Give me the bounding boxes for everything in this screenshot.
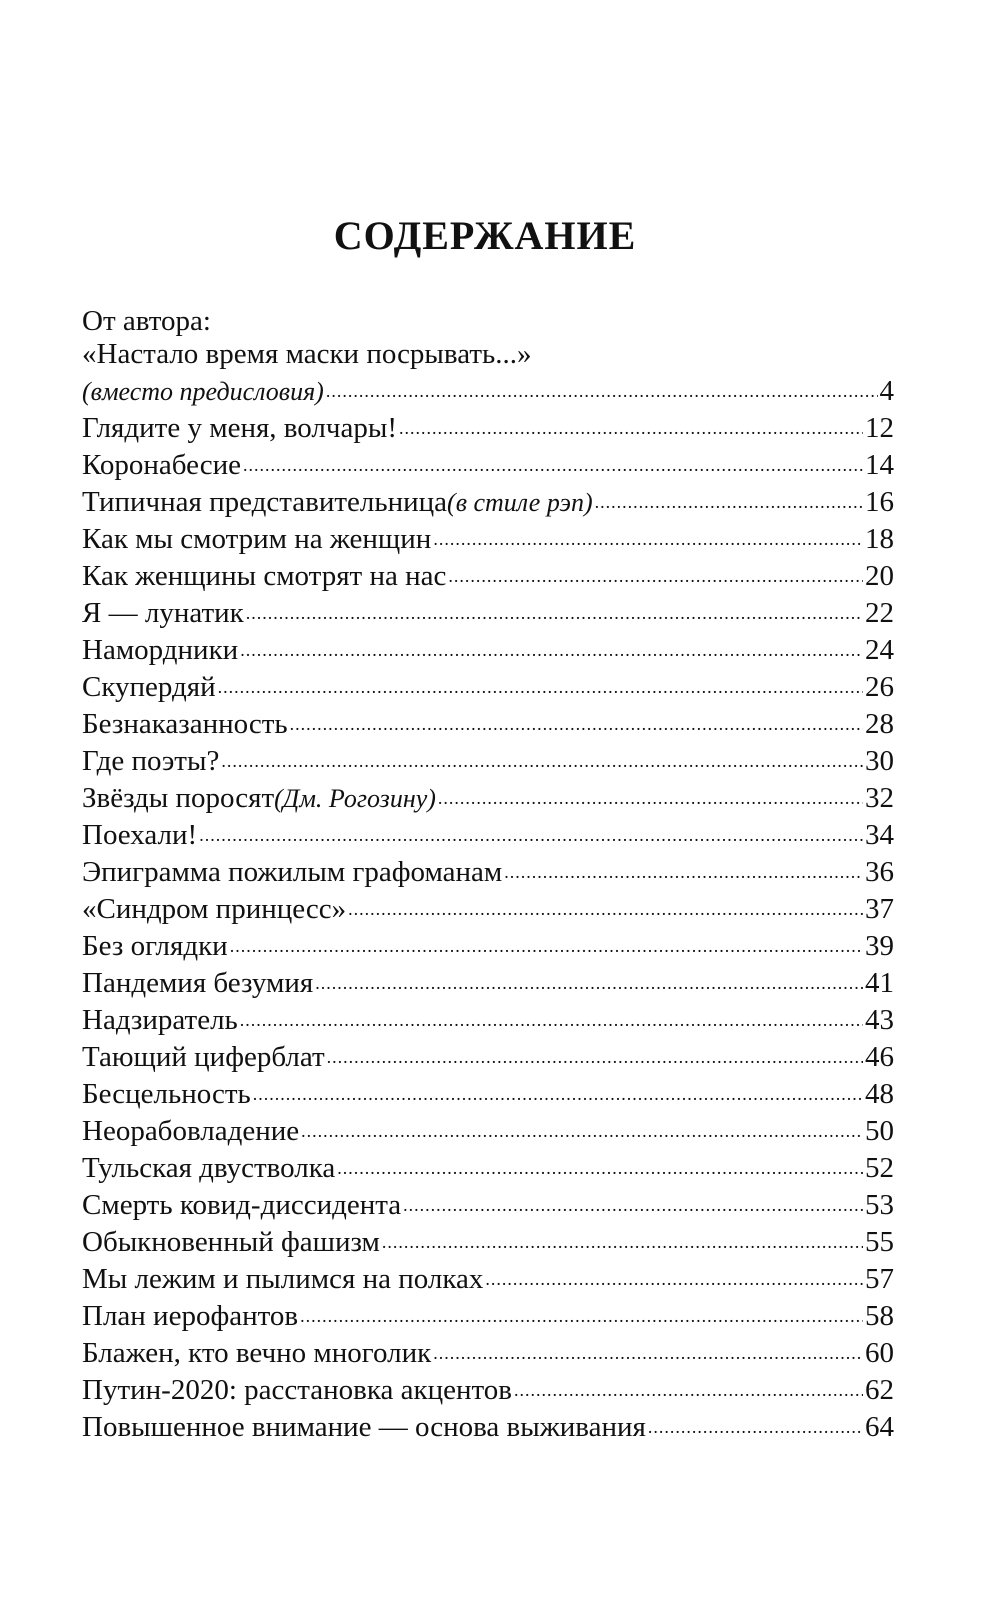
page-title: СОДЕРЖАНИЕ <box>333 213 637 258</box>
toc-entry-title: Путин-2020: расстановка акцентов <box>82 1374 512 1406</box>
toc-entry-page: 64 <box>865 1411 894 1443</box>
toc-entry-page: 55 <box>865 1226 894 1258</box>
toc-entry-title: Пандемия безумия <box>82 967 314 999</box>
toc-entry <box>82 1187 894 1224</box>
toc-entry-page: 43 <box>865 1004 894 1036</box>
toc-entry-title: Бесцельность <box>82 1078 251 1110</box>
toc-entry-title: Я — лунатик <box>82 597 244 629</box>
toc-entry-note: (Дм. Рогозину) <box>274 784 436 813</box>
toc-entry-page: 22 <box>865 597 894 629</box>
toc-entry-title: Где поэты? <box>82 745 220 777</box>
dot-leader <box>448 558 863 595</box>
toc-entry <box>82 706 894 743</box>
toc-entry-title: Поехали! <box>82 819 198 851</box>
toc-entry-page: 34 <box>865 819 894 851</box>
dot-leader <box>595 484 863 521</box>
toc-entry-page: 24 <box>865 634 894 666</box>
toc-entry-title: План иерофантов <box>82 1300 299 1332</box>
toc-entry <box>82 373 894 410</box>
toc-entry-title: Тающий циферблат <box>82 1041 325 1073</box>
toc-entry-title: Тульская двустволка <box>82 1152 336 1184</box>
dot-leader <box>246 595 863 632</box>
toc-entry-title: Намордники <box>82 634 239 666</box>
toc-entry-page: 58 <box>865 1300 894 1332</box>
toc-entry-page: 14 <box>865 449 894 481</box>
toc-entry-page: 48 <box>865 1078 894 1110</box>
toc-entry <box>82 891 894 928</box>
toc-entry-title: Безнаказанность <box>82 708 288 740</box>
toc-entry-title: Неорабовладение <box>82 1115 300 1147</box>
dot-leader <box>253 1076 863 1113</box>
toc-intro-title: «Настало время маски посрывать...» <box>82 338 532 370</box>
toc-entry-title: Звёзды поросят <box>82 782 275 814</box>
toc-entry-title: Обыкновенный фашизм <box>82 1226 380 1258</box>
toc-entry-page: 32 <box>865 782 894 814</box>
toc-entry-page: 39 <box>865 930 894 962</box>
table-of-contents <box>82 306 894 1446</box>
dot-leader <box>514 1372 863 1409</box>
toc-entry-title: Коронабесие <box>82 449 242 481</box>
toc-entry <box>82 447 894 484</box>
toc-entry-page: 41 <box>865 967 894 999</box>
toc-intro-label: От автора: <box>82 305 211 337</box>
toc-intro-line-2 <box>82 336 894 373</box>
toc-entry-page: 57 <box>865 1263 894 1295</box>
toc-entry-title: Повышенное внимание — основа выживания <box>82 1411 646 1443</box>
dot-leader <box>290 706 863 743</box>
dot-leader <box>399 410 863 447</box>
dot-leader <box>337 1150 863 1187</box>
toc-entry-page: 26 <box>865 671 894 703</box>
dot-leader <box>433 521 863 558</box>
toc-entry <box>82 1298 894 1335</box>
toc-entry <box>82 743 894 780</box>
toc-entry <box>82 632 894 669</box>
toc-entry <box>82 1076 894 1113</box>
toc-entry-page: 50 <box>865 1115 894 1147</box>
dot-leader <box>221 743 863 780</box>
toc-entry <box>82 1150 894 1187</box>
dot-leader <box>485 1261 863 1298</box>
dot-leader <box>348 891 863 928</box>
toc-entry <box>82 1002 894 1039</box>
toc-entry-note: (в стиле рэп) <box>447 488 593 517</box>
toc-entry-title: Эпиграмма пожилым графоманам <box>82 856 503 888</box>
toc-entry-title: «Синдром принцесс» <box>82 893 347 925</box>
toc-entry <box>82 484 894 521</box>
toc-entry <box>82 558 894 595</box>
dot-leader <box>403 1187 863 1224</box>
dot-leader <box>301 1113 863 1150</box>
dot-leader <box>327 1039 863 1076</box>
dot-leader <box>218 669 863 706</box>
toc-entry-page: 12 <box>865 412 894 444</box>
dot-leader <box>243 447 863 484</box>
toc-entry <box>82 928 894 965</box>
toc-entry-page: 62 <box>865 1374 894 1406</box>
toc-entry-title: Без оглядки <box>82 930 228 962</box>
dot-leader <box>240 632 863 669</box>
toc-intro-line-1 <box>82 306 894 336</box>
toc-entry-page: 53 <box>865 1189 894 1221</box>
toc-entry-title: Скупердяй <box>82 671 216 703</box>
toc-entry-title: Надзиратель <box>82 1004 238 1036</box>
toc-entry-page: 4 <box>879 375 894 407</box>
toc-entry <box>82 595 894 632</box>
dot-leader <box>504 854 863 891</box>
toc-entry <box>82 1039 894 1076</box>
dot-leader <box>382 1224 863 1261</box>
dot-leader <box>240 1002 863 1039</box>
toc-entry <box>82 1335 894 1372</box>
dot-leader <box>326 373 878 410</box>
toc-entry <box>82 1261 894 1298</box>
dot-leader <box>438 780 863 817</box>
toc-entry-page: 46 <box>865 1041 894 1073</box>
toc-entry-title: Смерть ковид-диссидента <box>82 1189 402 1221</box>
toc-entry-title: Блажен, кто вечно многолик <box>82 1337 432 1369</box>
toc-entry <box>82 854 894 891</box>
toc-entry-note: (вместо предисловия) <box>82 377 324 406</box>
toc-entry-title: Глядите у меня, волчары! <box>82 412 397 444</box>
dot-leader <box>230 928 863 965</box>
toc-entry <box>82 1224 894 1261</box>
toc-entry <box>82 780 894 817</box>
toc-entry <box>82 1372 894 1409</box>
toc-entry <box>82 669 894 706</box>
toc-entry <box>82 1113 894 1150</box>
toc-entry-page: 20 <box>865 560 894 592</box>
toc-entry-title: Как мы смотрим на женщин <box>82 523 432 555</box>
toc-entry-title: Мы лежим и пылимся на полках <box>82 1263 484 1295</box>
toc-entry-page: 30 <box>865 745 894 777</box>
toc-entry-page: 36 <box>865 856 894 888</box>
dot-leader <box>315 965 863 1002</box>
toc-entry-page: 52 <box>865 1152 894 1184</box>
toc-entry <box>82 817 894 854</box>
toc-entry-page: 18 <box>865 523 894 555</box>
dot-leader <box>199 817 863 854</box>
toc-entry <box>82 965 894 1002</box>
dot-leader <box>648 1409 863 1446</box>
toc-entry-page: 28 <box>865 708 894 740</box>
dot-leader <box>300 1298 863 1335</box>
toc-entry-page: 60 <box>865 1337 894 1369</box>
toc-entry <box>82 1409 894 1446</box>
toc-entry-page: 16 <box>865 486 894 518</box>
toc-entry-page: 37 <box>865 893 894 925</box>
toc-entry <box>82 521 894 558</box>
dot-leader <box>433 1335 863 1372</box>
toc-entry-title: Как женщины смотрят на нас <box>82 560 447 592</box>
toc-entry <box>82 410 894 447</box>
toc-entry-title: Типичная представительница <box>82 486 448 518</box>
